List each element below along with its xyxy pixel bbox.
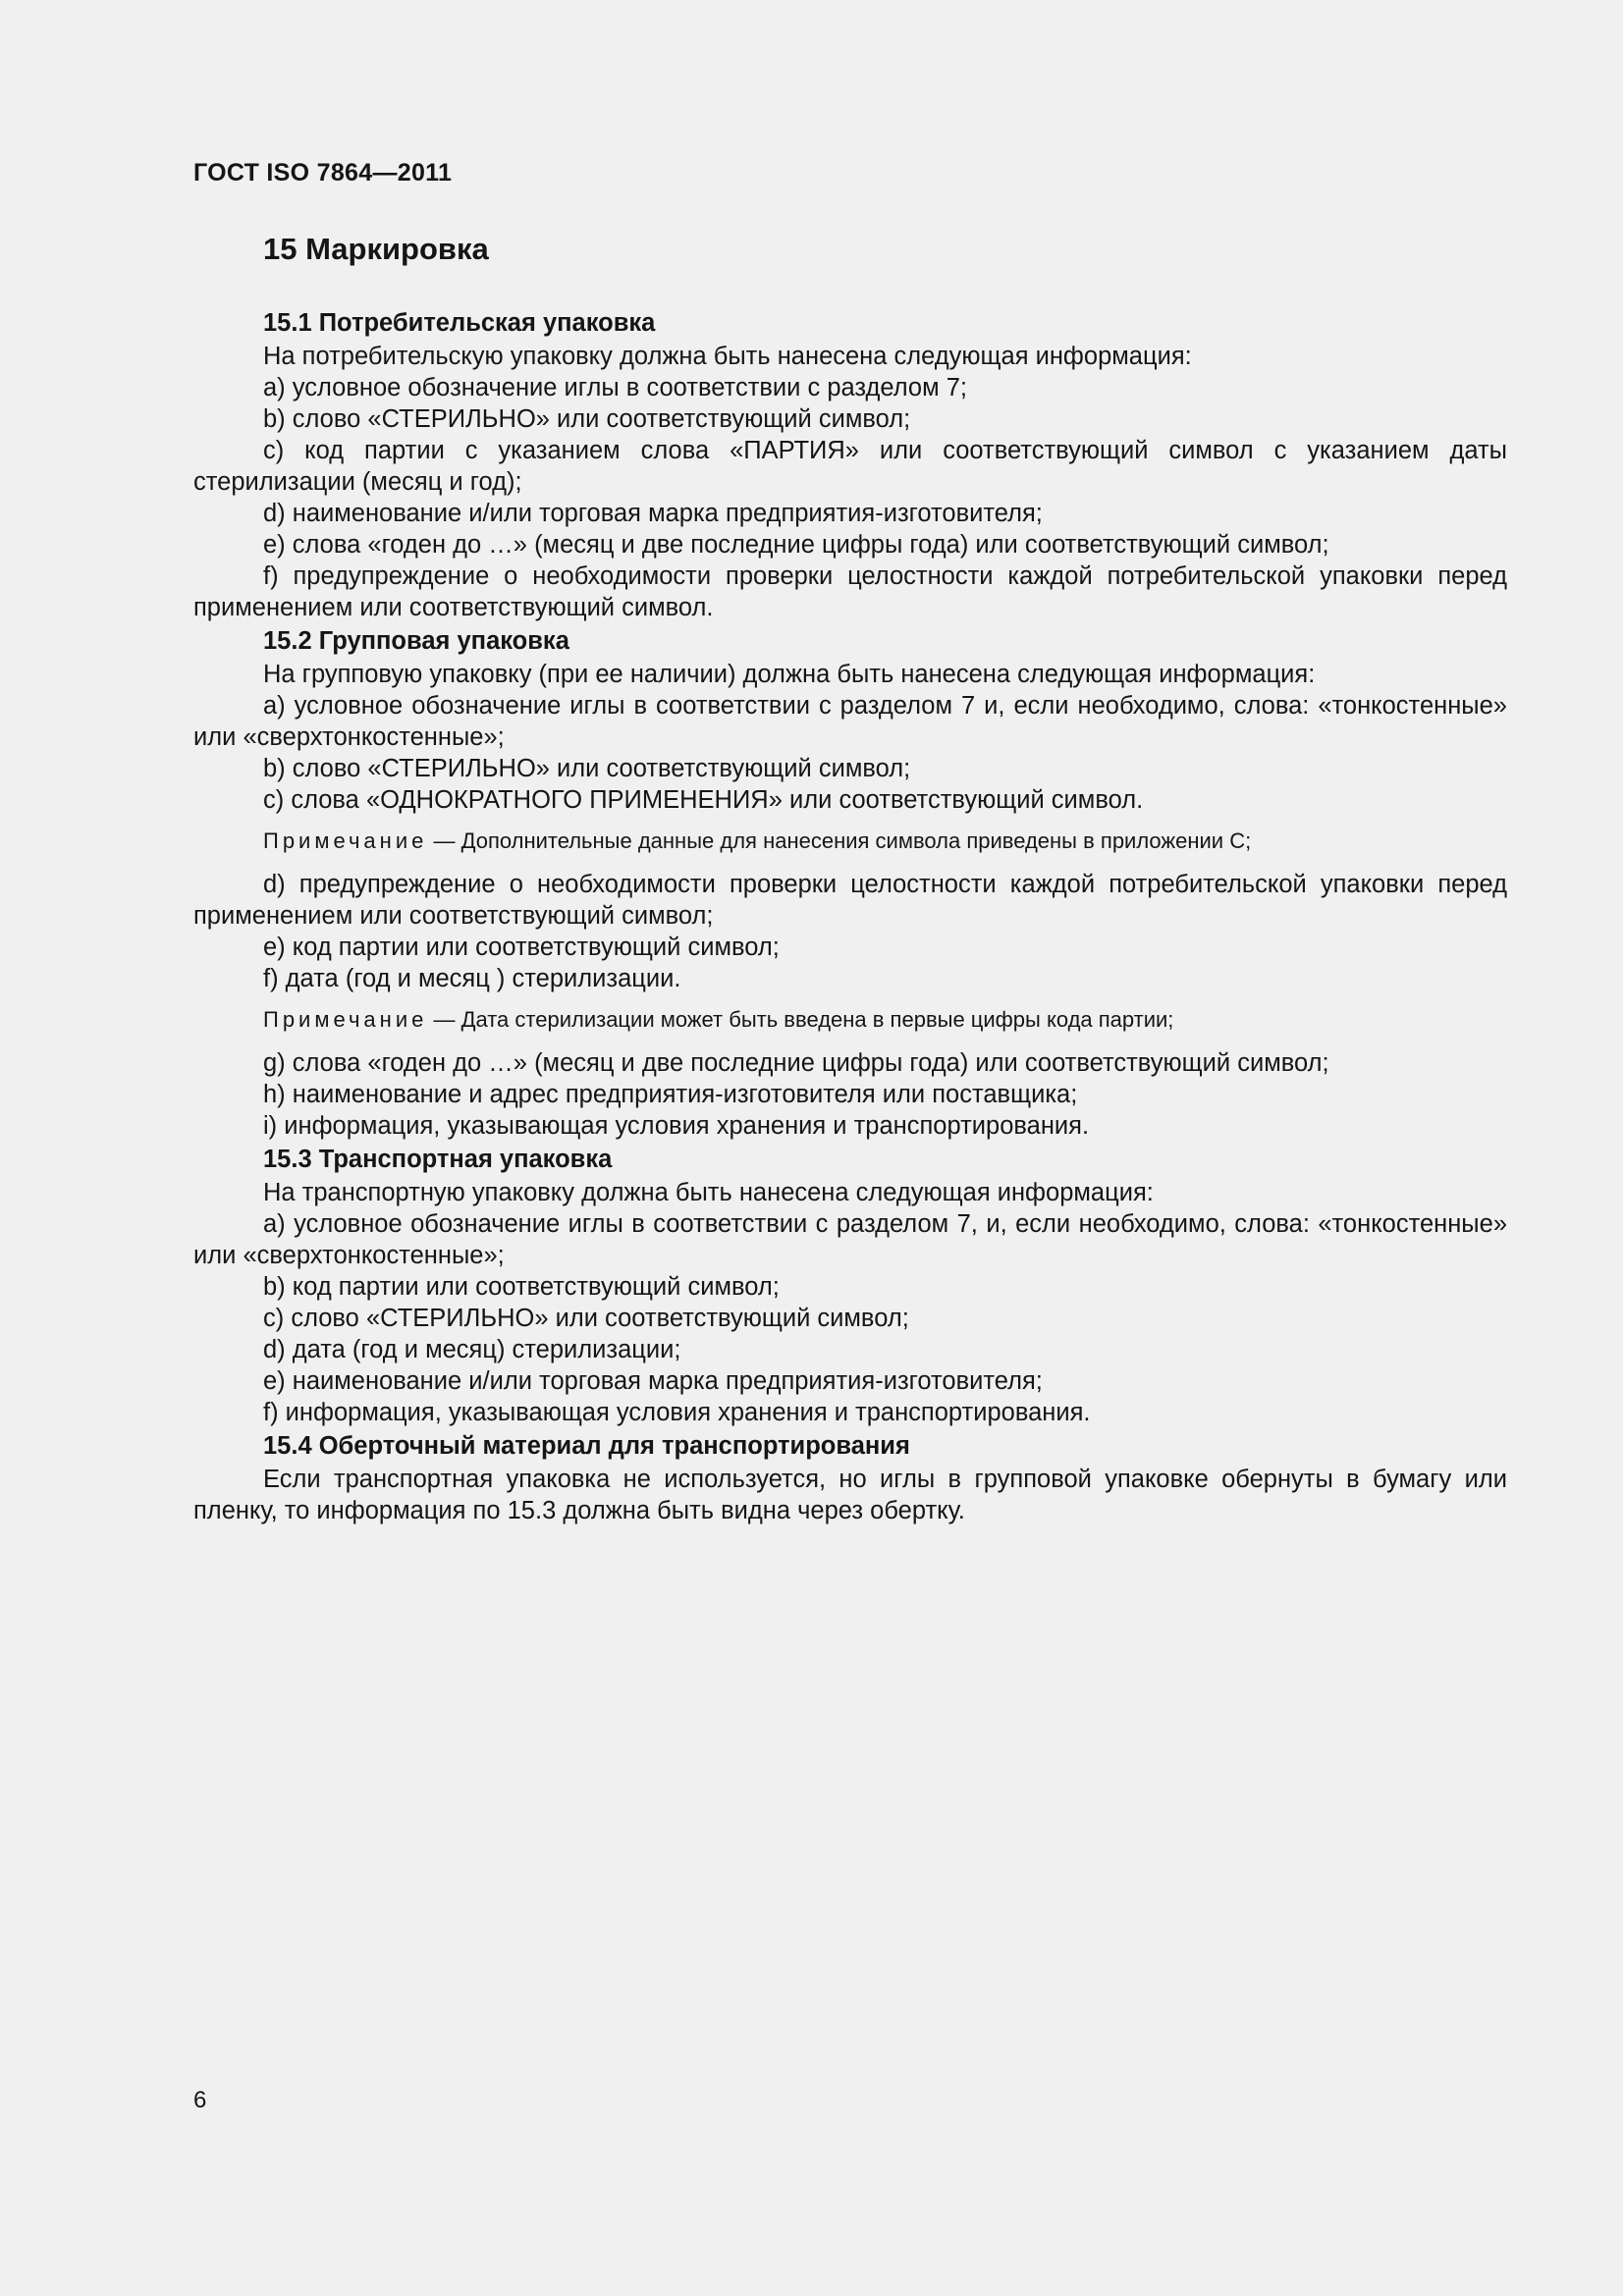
- list-item: b) слово «СТЕРИЛЬНО» или соответствующий символ;: [263, 405, 911, 433]
- subsection-title-15-2: 15.2 Групповая упаковка: [263, 627, 569, 655]
- note-text: — Дата стерилизации может быть введена в первые цифры кода партии;: [427, 1007, 1174, 1032]
- list-item: b) код партии или соответствующий символ;: [263, 1273, 780, 1301]
- list-item: f) дата (год и месяц ) стерилизации.: [263, 965, 681, 992]
- list-item: d) дата (год и месяц) стерилизации;: [263, 1336, 681, 1363]
- list-item: g) слова «годен до …» (месяц и две последние цифры года) или соответствующий символ;: [263, 1049, 1329, 1077]
- subsection-title-15-3: 15.3 Транспортная упаковка: [263, 1146, 613, 1173]
- document-body: [193, 307, 1507, 1526]
- note: [193, 1006, 1507, 1034]
- list-item: b) слово «СТЕРИЛЬНО» или соответствующий символ;: [263, 755, 911, 782]
- list-item: e) наименование и/или торговая марка предприятия-изготовителя;: [263, 1367, 1043, 1395]
- list-item: e) код партии или соответствующий символ;: [263, 934, 780, 961]
- list-item: f) предупреждение о необходимости проверки целостности каждой потребительской упаковки перед применением или соответствующий символ.: [193, 562, 1507, 621]
- paragraph-intro: На потребительскую упаковку должна быть нанесена следующая информация:: [263, 343, 1192, 370]
- list-item: h) наименование и адрес предприятия-изготовителя или поставщика;: [263, 1081, 1078, 1108]
- paragraph: Если транспортная упаковка не используется, но иглы в групповой упаковке обернуты в бумагу или пленку, то информация по 15.3 должна быть видна через обертку.: [193, 1466, 1507, 1524]
- list-item: e) слова «годен до …» (месяц и две последние цифры года) или соответствующий символ;: [263, 531, 1329, 559]
- paragraph-intro: На групповую упаковку (при ее наличии) должна быть нанесена следующая информация:: [263, 661, 1316, 688]
- list-item: a) условное обозначение иглы в соответствии с разделом 7;: [263, 374, 967, 401]
- note-label: Примечание: [263, 1007, 428, 1032]
- subsection-title-15-4: 15.4 Оберточный материал для транспортирования: [263, 1432, 910, 1460]
- page-number: 6: [193, 2087, 207, 2113]
- list-item: c) код партии с указанием слова «ПАРТИЯ» или соответствующий символ с указанием даты стерилизации (месяц и год);: [193, 437, 1507, 496]
- list-item: c) слова «ОДНОКРАТНОГО ПРИМЕНЕНИЯ» или соответствующий символ.: [263, 786, 1144, 814]
- list-item: i) информация, указывающая условия хранения и транспортирования.: [263, 1112, 1090, 1140]
- list-item: a) условное обозначение иглы в соответствии с разделом 7 и, если необходимо, слова: «тонкостенные» или «сверхтонкостенные»;: [193, 692, 1507, 751]
- list-item: f) информация, указывающая условия хранения и транспортирования.: [263, 1399, 1091, 1426]
- note-label: Примечание: [263, 828, 428, 853]
- list-item: c) слово «СТЕРИЛЬНО» или соответствующий символ;: [263, 1305, 909, 1332]
- note-text: — Дополнительные данные для нанесения символа приведены в приложении С;: [427, 828, 1252, 853]
- list-item: d) предупреждение о необходимости проверки целостности каждой потребительской упаковки перед применением или соответствующий символ;: [193, 871, 1507, 930]
- section-title: 15 Маркировка: [263, 232, 489, 266]
- document-header: ГОСТ ISO 7864—2011: [193, 159, 453, 187]
- note: [193, 828, 1507, 855]
- subsection-title-15-1: 15.1 Потребительская упаковка: [263, 309, 656, 337]
- list-item: d) наименование и/или торговая марка предприятия-изготовителя;: [263, 500, 1043, 527]
- paragraph-intro: На транспортную упаковку должна быть нанесена следующая информация:: [263, 1179, 1154, 1206]
- list-item: a) условное обозначение иглы в соответствии с разделом 7, и, если необходимо, слова: «тонкостенные» или «сверхтонкостенные»;: [193, 1210, 1507, 1269]
